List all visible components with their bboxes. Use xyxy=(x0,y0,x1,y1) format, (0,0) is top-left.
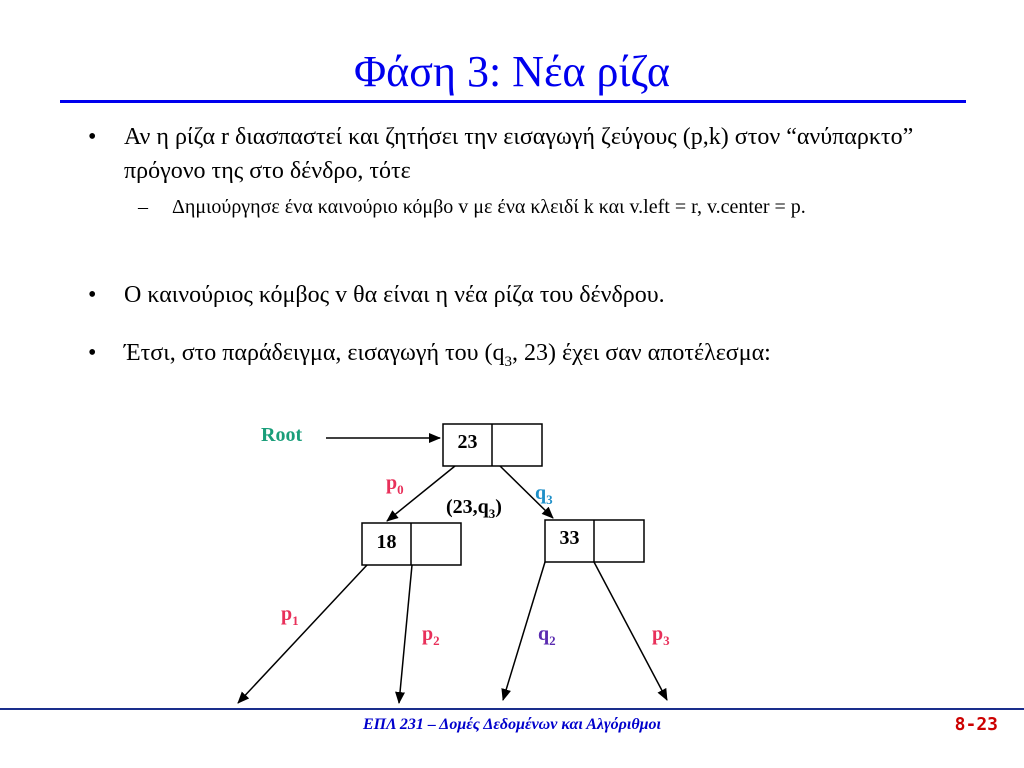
pointer-sub: 0 xyxy=(397,482,404,497)
pointer-sub: 2 xyxy=(433,633,440,648)
edge-p2 xyxy=(399,565,412,703)
pointer-sub: 1 xyxy=(292,613,299,628)
sub-bullet-marker: – xyxy=(138,196,148,218)
pointer-base: p xyxy=(422,623,434,645)
pointer-label-p2 xyxy=(422,623,440,649)
insert-pair-sub: 3 xyxy=(488,506,496,521)
pointer-label-p3 xyxy=(652,623,670,649)
pointer-sub: 2 xyxy=(549,633,556,648)
pointer-label-p1 xyxy=(281,603,299,629)
bullet-marker: • xyxy=(88,282,97,308)
footer-course-title: ΕΠΛ 231 – Δομές Δεδομένων και Αλγόριθμοι xyxy=(362,716,661,733)
root-node-key: 23 xyxy=(457,431,478,453)
left-node-key: 18 xyxy=(376,531,397,553)
bullet-3-subscript: 3 xyxy=(504,353,513,370)
pointer-base: q xyxy=(535,482,547,504)
pointer-label-p0 xyxy=(386,472,404,498)
insert-pair-label xyxy=(446,496,502,522)
insert-pair-before: (23,q xyxy=(446,496,489,518)
root-label: Root xyxy=(261,424,303,446)
right-node-key: 33 xyxy=(559,527,580,549)
pointer-base: q xyxy=(538,623,550,645)
pointer-base: p xyxy=(281,603,293,625)
bullet-marker: • xyxy=(88,124,97,150)
bullet-marker: • xyxy=(88,340,97,366)
insert-pair-after: ) xyxy=(495,496,502,518)
bullet-1-text: Αν η ρίζα r διασπαστεί και ζητήσει την εισαγωγή ζεύγους (p,k) στον “ανύπαρκτο” πρόγονο της στο δένδρο, τότε xyxy=(124,124,914,184)
bullet-3-text-before: Έτσι, στο παράδειγμα, εισαγωγή του (q xyxy=(124,340,505,366)
bullet-3-text-after: , 23) έχει σαν αποτέλεσμα: xyxy=(512,340,771,366)
footer-rule xyxy=(0,708,1024,710)
footer-page-number: 8-23 xyxy=(954,714,998,735)
pointer-label-q3 xyxy=(535,482,553,508)
pointer-label-q2 xyxy=(538,623,556,649)
pointer-sub: 3 xyxy=(663,633,670,648)
slide-title: Φάση 3: Νέα ρίζα xyxy=(354,47,670,96)
sub-bullet-text: Δημιούργησε ένα καινούριο κόμβο v με ένα κλειδί k και v.left = r, v.center = p. xyxy=(172,196,806,218)
pointer-sub: 3 xyxy=(546,492,553,507)
edge-p1 xyxy=(238,565,367,703)
pointer-base: p xyxy=(652,623,664,645)
pointer-base: p xyxy=(386,472,398,494)
bullet-2-text: Ο καινούριος κόμβος v θα είναι η νέα ρίζα του δένδρου. xyxy=(124,282,665,308)
